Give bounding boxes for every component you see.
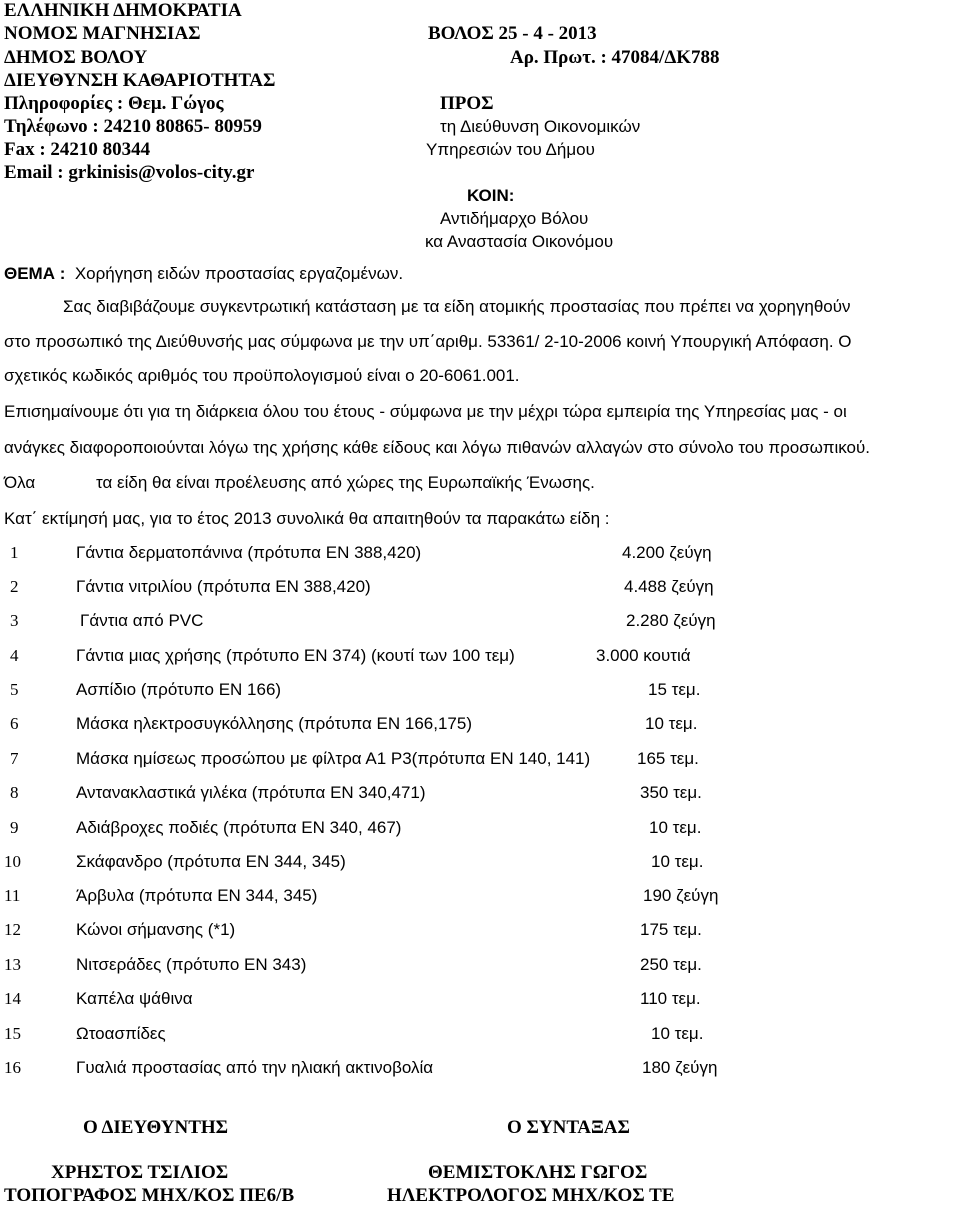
- body-p2-line-1: Επισημαίνουμε ότι για τη διάρκεια όλου του έτους - σύμφωνα με την μέχρι τώρα εμπειρία της Υπηρεσίας μας - οι: [4, 402, 847, 421]
- item-description: Καπέλα ψάθινα: [76, 989, 193, 1008]
- item-description: Μάσκα ημίσεως προσώπου με φίλτρα Α1 Ρ3(πρότυπα ΕΝ 140, 141): [76, 749, 591, 768]
- item-description: Αντανακλαστικά γιλέκα (πρότυπα ΕΝ 340,471): [76, 783, 426, 802]
- item-number: 4: [10, 646, 19, 665]
- subject-label: ΘΕΜΑ :: [4, 264, 66, 283]
- item-description: Σκάφανδρο (πρότυπα ΕΝ 344, 345): [76, 852, 346, 871]
- item-quantity: 3.000 κουτιά: [596, 646, 691, 665]
- body-p3-word: Όλα: [4, 473, 36, 492]
- body-p3-rest: τα είδη θα είναι προέλευσης από χώρες της Ευρωπαϊκής Ένωσης.: [96, 473, 595, 492]
- signature-left-title: Ο ΔΙΕΥΘΥΝΤΗΣ: [83, 1117, 229, 1138]
- body-p1-line-1: Σας διαβιβάζουμε συγκεντρωτική κατάσταση με τα είδη ατομικής προστασίας που πρέπει να χορηγηθούν: [63, 297, 851, 316]
- cc-line-2: κα Αναστασία Οικονόμου: [425, 232, 614, 251]
- item-description: Γάντια νιτριλίου (πρότυπα ΕΝ 388,420): [76, 577, 371, 596]
- item-number: 8: [10, 783, 19, 802]
- sender-info: Πληροφορίες : Θεμ. Γώγος: [4, 93, 224, 114]
- cc-line-1: Αντιδήμαρχο Βόλου: [440, 209, 589, 228]
- item-quantity: 190 ζεύγη: [643, 886, 719, 905]
- cc-label: ΚΟΙΝ:: [467, 186, 515, 205]
- item-quantity: 15 τεμ.: [648, 680, 701, 699]
- signature-right-title: Ο ΣΥΝΤΑΞΑΣ: [507, 1117, 630, 1138]
- protocol-number: Αρ. Πρωτ. : 47084/ΔΚ788: [510, 47, 720, 68]
- item-quantity: 110 τεμ.: [640, 989, 701, 1008]
- item-quantity: 165 τεμ.: [637, 749, 699, 768]
- item-number: 15: [4, 1024, 21, 1043]
- item-description: Νιτσεράδες (πρότυπο ΕΝ 343): [76, 955, 307, 974]
- sender-email: Email : grkinisis@volos-city.gr: [4, 162, 255, 183]
- sender-line-4: ΔΙΕΥΘΥΝΣΗ ΚΑΘΑΡΙΟΤΗΤΑΣ: [4, 70, 276, 91]
- item-description: Κώνοι σήμανσης (*1): [76, 920, 236, 939]
- signature-left-name: ΧΡΗΣΤΟΣ ΤΣΙΛΙΟΣ: [51, 1162, 229, 1183]
- item-description: Γάντια δερματοπάνινα (πρότυπα ΕΝ 388,420): [76, 543, 422, 562]
- item-number: 14: [4, 989, 21, 1008]
- subject-line: [4, 265, 403, 282]
- item-number: 10: [4, 852, 21, 871]
- item-quantity: 180 ζεύγη: [642, 1058, 718, 1077]
- item-number: 9: [10, 818, 19, 837]
- place-date: ΒΟΛΟΣ 25 - 4 - 2013: [428, 23, 597, 44]
- sender-line-1: ΕΛΛΗΝΙΚΗ ΔΗΜΟΚΡΑΤΙΑ: [4, 0, 242, 21]
- body-p2-line-2: ανάγκες διαφοροποιούνται λόγω της χρήσης κάθε είδους και λόγω πιθανών αλλαγών στο σύνολο του προσωπικού.: [4, 438, 870, 457]
- item-description: Γάντια μιας χρήσης (πρότυπο ΕΝ 374) (κουτί των 100 τεμ): [76, 646, 515, 665]
- sender-line-3: ΔΗΜΟΣ ΒΟΛΟΥ: [4, 47, 148, 68]
- item-description: Γυαλιά προστασίας από την ηλιακή ακτινοβολία: [76, 1058, 434, 1077]
- item-description: Ωτοασπίδες: [76, 1024, 166, 1043]
- item-number: 6: [10, 714, 19, 733]
- item-quantity: 2.280 ζεύγη: [626, 611, 716, 630]
- item-description: Ασπίδιο (πρότυπο ΕΝ 166): [76, 680, 282, 699]
- item-quantity: 10 τεμ.: [651, 852, 704, 871]
- item-number: 13: [4, 955, 21, 974]
- item-number: 12: [4, 920, 21, 939]
- signature-right-name: ΘΕΜΙΣΤΟΚΛΗΣ ΓΩΓΟΣ: [428, 1162, 648, 1183]
- item-description: Μάσκα ηλεκτροσυγκόλλησης (πρότυπα ΕΝ 166,175): [76, 714, 473, 733]
- sender-line-2: ΝΟΜΟΣ ΜΑΓΝΗΣΙΑΣ: [4, 23, 201, 44]
- sender-fax: Fax : 24210 80344: [4, 139, 151, 160]
- item-description: Αδιάβροχες ποδιές (πρότυπα ΕΝ 340, 467): [76, 818, 402, 837]
- signature-left-role: ΤΟΠΟΓΡΑΦΟΣ ΜΗΧ/ΚΟΣ ΠΕ6/Β: [4, 1185, 295, 1206]
- recipient-label: ΠΡΟΣ: [440, 93, 494, 114]
- item-quantity: 4.488 ζεύγη: [624, 577, 714, 596]
- item-number: 7: [10, 749, 19, 768]
- recipient-line-1: τη Διεύθυνση Οικονομικών: [440, 117, 641, 136]
- item-description: Γάντια από PVC: [80, 611, 204, 630]
- item-quantity: 175 τεμ.: [640, 920, 702, 939]
- subject-text: Χορήγηση ειδών προστασίας εργαζομένων.: [74, 264, 404, 283]
- item-quantity: 10 τεμ.: [651, 1024, 704, 1043]
- item-number: 16: [4, 1058, 21, 1077]
- item-quantity: 10 τεμ.: [649, 818, 702, 837]
- body-p1-line-3: σχετικός κωδικός αριθμός του προϋπολογισμού είναι ο 20-6061.001.: [4, 366, 520, 385]
- item-number: 3: [10, 611, 19, 630]
- item-quantity: 250 τεμ.: [640, 955, 702, 974]
- sender-phone: Τηλέφωνο : 24210 80865- 80959: [4, 116, 262, 137]
- recipient-line-2: Υπηρεσιών του Δήμου: [426, 140, 595, 159]
- item-number: 1: [10, 543, 19, 562]
- item-quantity: 350 τεμ.: [640, 783, 702, 802]
- item-number: 2: [10, 577, 19, 596]
- item-quantity: 4.200 ζεύγη: [622, 543, 712, 562]
- signature-right-role: ΗΛΕΚΤΡΟΛΟΓΟΣ ΜΗΧ/ΚΟΣ ΤΕ: [387, 1185, 675, 1206]
- item-quantity: 10 τεμ.: [645, 714, 698, 733]
- item-number: 5: [10, 680, 19, 699]
- item-number: 11: [4, 886, 21, 905]
- body-p4: Κατ΄ εκτίμησή μας, για το έτος 2013 συνολικά θα απαιτηθούν τα παρακάτω είδη :: [4, 509, 610, 528]
- item-description: Άρβυλα (πρότυπα ΕΝ 344, 345): [76, 886, 318, 905]
- body-p1-line-2: στο προσωπικό της Διεύθυνσής μας σύμφωνα με την υπ΄αριθμ. 53361/ 2-10-2006 κοινή Υπουργική Απόφαση. Ο: [4, 332, 852, 351]
